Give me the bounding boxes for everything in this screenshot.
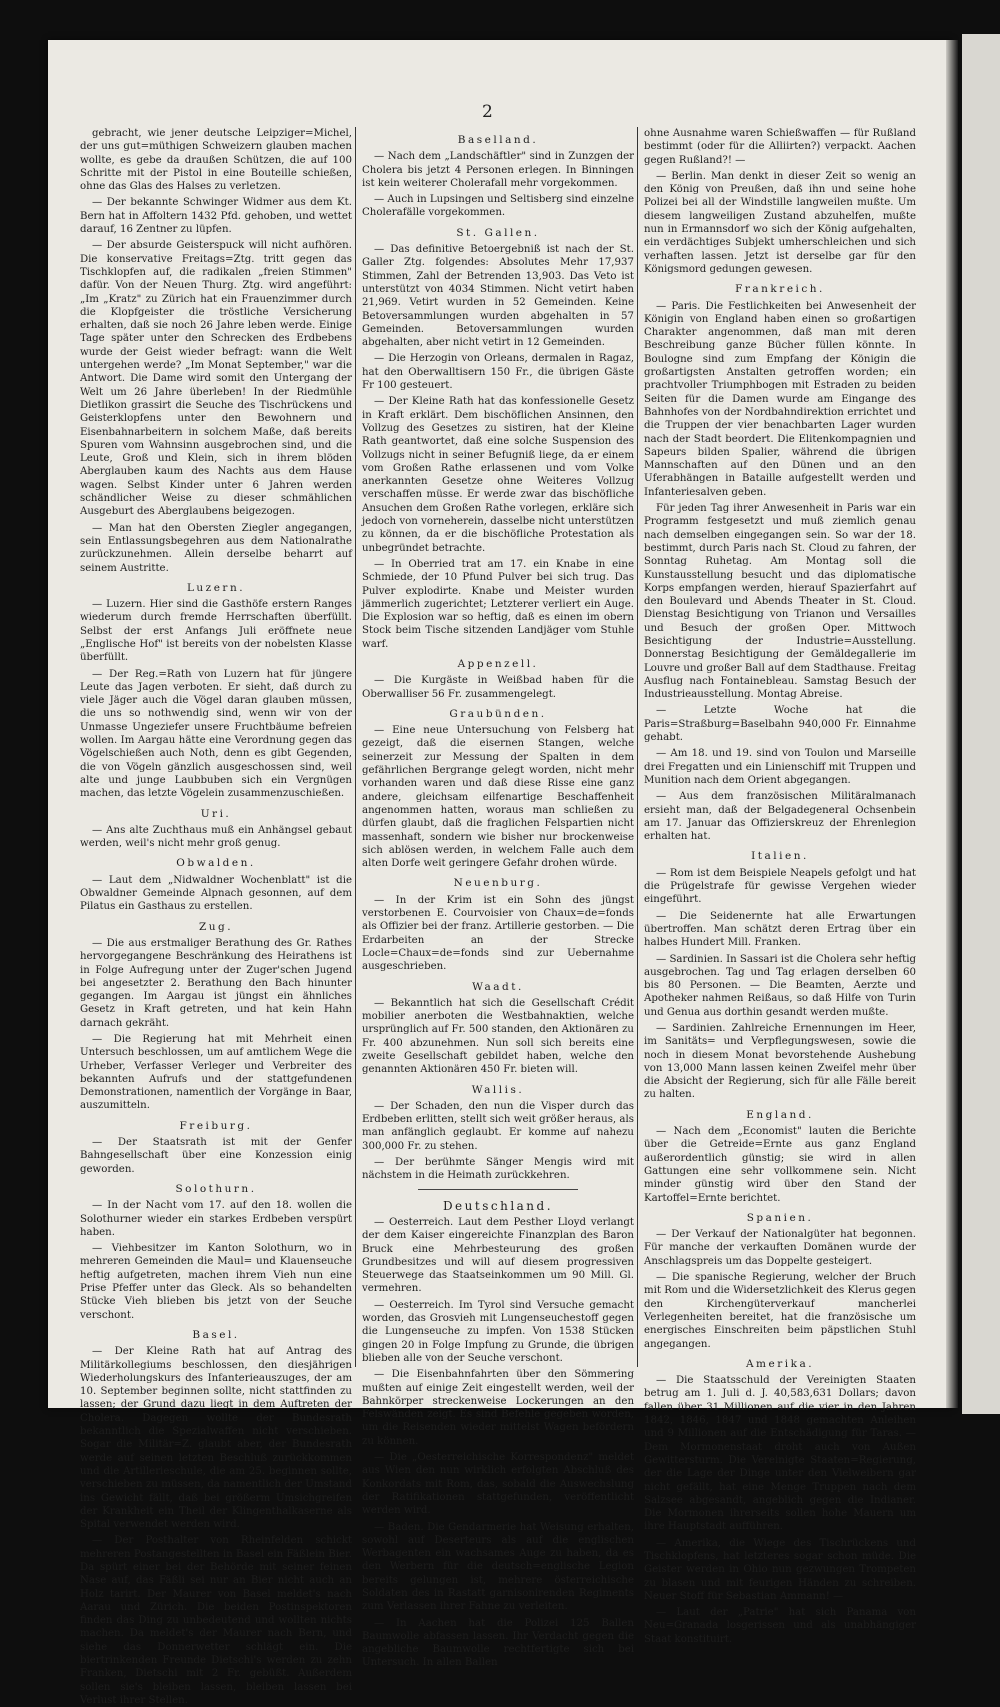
column-2 [362,127,634,1669]
news-item: — Am 18. und 19. sind von Toulon und Marseille drei Fregatten und ein Linienschiff mit Truppen und Munition nach dem Orient abgegangen. [644,748,916,786]
news-item: — In Aachen hat die Polizei 125 Ballen Baumwolle abfassen lassen. Ihr Verdacht gegen die angebliche Baumwolle rechtfertigte sich bei Untersuch. In allen Ballen [362,1617,634,1669]
column-rule [355,127,356,1367]
news-item: — Der berühmte Sänger Mengis wird mit nächstem in die Heimath zurückkehren. [362,1157,634,1182]
news-item: — Nach dem „Landschäftler" sind in Zunzgen der Cholera bis jetzt 4 Personen erlegen. In Binningen ist kein weiterer Cholerafall mehr vorgekommen. [362,151,634,189]
news-item: — Paris. Die Festlichkeiten bei Anwesenheit der Königin von England haben einen so großartigen Charakter angenommen, daß man mit deren Beschreibung ganze Bücher füllen könnte. In Boulogne sind zum Empfang der Königin die großartigsten Anstalten getroffen worden; ein prachtvoller Triumphbogen mit Estraden zu beiden Seiten für die Damen wurde am Eingange des Bahnhofes von der Nordbahndirektion errichtet und die Truppen der vier benachbarten Lager wurden nach der Stadt beordert. Die Elitenkompagnien und Sapeurs bilden Spalier, während die übrigen Mannschaften auf den Dünen und an den Uferabhängen in Bataille aufgestellt werden und Infanteriesalven geben. [644,300,916,498]
section-heading: Deutschland. [442,1198,554,1213]
section-heading: Wallis. [471,1083,525,1096]
news-item: — Der Kleine Rath hat auf Antrag des Militärkollegiums beschlossen, den diesjährigen Wiederholungskurs des Infanterieauszuges, der am 10. September beginnen sollte, nicht stattfinden zu lassen; der Grund dazu liegt in dem Auftreten der Cholera. Dagegen wollte der Bundesrath bekanntlich die Spezialwaffen nicht verschieben. Sogar die Militär=Z. glaubt aber, der Bundesrath werde auf seinen letzten Beschluß zurückkommen und die Artillerieschule, die am 25. beginnen sollte, verschieben zu müssen, da namentlich der Umstand ins Gewicht fällt, daß bei größerm Umsichgreifen der Krankheit ein Theil der Klingenthalkaserne als Spital verwendet werden wird. [80,1346,352,1531]
section-heading: Luzern. [186,581,246,594]
section-heading: Uri. [200,807,232,820]
section-heading: Zug. [198,920,234,933]
news-item: — Rom ist dem Beispiele Neapels gefolgt und hat die Prügelstrafe für gewisse Vergehen wieder eingeführt. [644,867,916,906]
news-item: — Der Kleine Rath hat das konfessionelle Gesetz in Kraft erklärt. Dem bischöflichen Ansinnen, den Vollzug des Gesetzes zu sistiren, hat der Kleine Rath geantwortet, daß eine solche Suspension des Vollzugs nicht in seiner Befugniß liege, da er einem vom Großen Rathe erlassenen und vom Volke anerkannten Gesetze ohne Weiteres Vollzug verschaffen müsse. Er werde zwar das bischöfliche Ansuchen dem Großen Rathe vorlegen, erkläre sich jedoch von vorneherein, dasselbe nicht unterstützen zu können, da er die bischöfliche Protestation als unbegründet betrachte. [362,396,634,554]
section-heading: Waadt. [472,980,524,993]
page-number: 2 [482,102,493,122]
section-heading: St. Gallen. [456,226,540,239]
news-item: — Die Regierung hat mit Mehrheit einen Untersuch beschlossen, um auf amtlichem Wege die Urheber, Verfasser Verleger und Verbreiter des bekannten Aufrufs und der stattgefundenen Demonstrationen, namentlich der Vorgänge in Baar, auszumitteln. [80,1034,352,1112]
news-item: — Der bekannte Schwinger Widmer aus dem Kt. Bern hat in Affoltern 1432 Pfd. gehoben, und wettet darauf, 16 Zentner zu lüpfen. [80,197,352,236]
news-item: — Berlin. Man denkt in dieser Zeit so wenig an den König von Preußen, daß ihn und seine hohe Polizei bei all der Windstille langweilen mußte. Um diesem langweiligen Zustand abzuhelfen, mußte nun in Ermannsdorf wo sich der König aufgehalten, ein verdächtiges Subjekt umherschleichen und sich verhaften lassen. Jetzt ist derselbe gar für den Königsmord gedungen gewesen. [644,170,916,275]
section-heading: Basel. [192,1328,240,1341]
news-item: — Der Staatsrath ist mit der Genfer Bahngesellschaft über eine Konzession einig geworden. [80,1137,352,1175]
news-item: gebracht, wie jener deutsche Leipziger=Michel, der uns gut=müthigen Schweizern glauben machen wollte, es gebe da draußen Schützen, die auf 100 Schritte mit der Pistol in eine Bouteille schießen, ohne das Glas des Halses zu verletzen. [80,128,352,193]
news-item: — Die „Oesterreichische Korrespondenz" meldet aus Wien den nun wirklich erfolgten Abschluß des Konkordats mit Rom, das, sobald die Auswechslung der Ratifikationen stattgefunden, veröffentlicht werden wird. [362,1452,634,1517]
section-heading: Appenzell. [457,657,539,670]
news-item: — Ans alte Zuchthaus muß ein Anhängsel gebaut werden, weil's nicht mehr groß genug. [80,824,352,850]
news-item: — Die aus erstmaliger Berathung des Gr. Rathes hervorgegangene Beschränkung des Heirathens ist in Folge Aufregung unter der Zuger'schen Jugend bei angesetzter 2. Berathung den Bach hinunter gegangen. Im Aargau ist jüngst ein ähnliches Gesetz in Kraft getreten, und hat kein Hahn darnach gekräht. [80,937,352,1029]
news-item: ohne Ausnahme waren Schießwaffen — für Rußland bestimmt (oder für die Alliirten?) verpackt. Aachen gegen Rußland?! — [644,128,916,166]
news-item: — In Oberried trat am 17. ein Knabe in eine Schmiede, der 10 Pfund Pulver bei sich trug. Das Pulver explodirte. Knabe und Meister wurden jämmerlich zugerichtet; Letzterer verliert ein Auge. Die Explosion war so heftig, daß es einen im obern Stock beim Tische sitzenden Landjäger vom Stuhle warf. [362,558,634,650]
section-heading: England. [746,1108,814,1121]
section-heading: Neuenburg. [453,877,543,890]
news-item: — Die Seidenernte hat alle Erwartungen übertroffen. Man schätzt deren Ertrag über ein halbes Hundert Mill. Franken. [644,910,916,949]
column-3 [644,127,916,1645]
next-page-edge [962,34,1000,1414]
section-heading: Freiburg. [179,1119,253,1132]
news-item: — Der Reg.=Rath von Luzern hat für jüngere Leute das Jagen verboten. Er sieht, daß durch zu viele Jäger auch die Vögel daran glauben müssen, die uns so nothwendig sind, wenn wir von der Unmasse Ungeziefer unsere Fruchtbäume befreien wollen. Im Aargau hätte eine Verordnung gegen das Vögelschießen auch Noth, denn es gibt Gegenden, die von Vögeln gänzlich ausgeschossen sind, weil alte und junge Laubbuben sich ein Vergnügen machen, das letzte Vögelein zusammenzuschießen. [80,668,352,800]
page-gutter-shadow [946,40,958,1408]
news-item: — Viehbesitzer im Kanton Solothurn, wo in mehreren Gemeinden die Maul= und Klauenseuche heftig aufgetreten, machen ihrem Vieh nun eine Prise Pfeffer unter das Gleck. Als so behandelten Stücke Vieh blieben bis jetzt von der Seuche verschont. [80,1243,352,1321]
news-item: — Laut der „Patrie" hat sich Panama von Neu=Granada losgerissen und als unabhängiger Staat konstituirt. [644,1607,916,1645]
news-item: — Baden. Die Gendarmerie hat Weisung erhalten, sowohl auf Deserteurs als auf die englischen Werbagenten ein wachsames Auge zu haben, da es den Werbern für die deutsch=englische Legion bereits gelungen ist, mehrere österreichische Soldaten des in Rastatt garnisonirenden Regiments zum Verlassen ihrer Fahne zu verleiten. [362,1521,634,1613]
news-item: — Die Eisenbahnfahrten über den Sömmering mußten auf einige Zeit eingestellt werden, weil der Bahnkörper streckenweise Lockerungen an den Felswänden zeigt. Es sind Befehle gegeben worden, um die Reisenden wieder mittelst Wagen befördern zu können. [362,1369,634,1447]
news-item: — Nach dem „Economist" lauten die Berichte über die Getreide=Ernte aus ganz England außerordentlich günstig; sie wird in allen Gattungen eine sehr vollkommene sein. Nicht minder günstig wird über den Stand der Kartoffel=Ernte berichtet. [644,1126,916,1204]
news-item: — In der Nacht vom 17. auf den 18. wollen die Solothurner wieder ein starkes Erdbeben verspürt haben. [80,1200,352,1238]
news-item: — Aus dem französischen Militäralmanach ersieht man, daß der Belgadegeneral Ochsenbein am 17. Januar das Offizierskreuz der Ehrenlegion erhalten hat. [644,791,916,843]
section-separator [418,1189,578,1190]
section-heading: Frankreich. [735,283,825,296]
news-item: — In der Krim ist ein Sohn des jüngst verstorbenen E. Courvoisier von Chaux=de=fonds als Offizier bei der franz. Artillerie gestorben. — Die Erdarbeiten an der Strecke Locle=Chaux=de=fonds sind zur Uebernahme ausgeschrieben. [362,894,634,973]
section-heading: Amerika. [745,1357,815,1370]
news-item: — Auch in Lupsingen und Seltisberg sind einzelne Cholerafälle vorgekommen. [362,194,634,219]
news-item: — Luzern. Hier sind die Gasthöfe erstern Ranges wiederum durch fremde Herrschaften überfüllt. Selbst der erst Anfangs Juli eröffnete neue „Englische Hof" ist bereits von der nobelsten Klasse überfüllt. [80,599,352,664]
news-item: — Man hat den Obersten Ziegler angegangen, sein Entlassungsbegehren aus dem Nationalrathe zurückzunehmen. Allein derselbe beharrt auf seinem Austritte. [80,522,352,574]
news-item: — Sardinien. In Sassari ist die Cholera sehr heftig ausgebrochen. Tag und Tag erlagen derselben 60 bis 80 Personen. — Die Beamten, Aerzte und Apotheker nahmen Reißaus, so daß Hilfe von Turin und Genua aus dorthin gesandt werden mußte. [644,953,916,1018]
news-item: Für jeden Tag ihrer Anwesenheit in Paris war ein Programm festgesetzt und muß ziemlich genau nach demselben eingegangen sein. So war der 18. bestimmt, durch Paris nach St. Cloud zu fahren, der Sonntag Ruhetag. Am Montag soll die Kunstausstellung besucht und das diplomatische Korps empfangen werden, hierauf Spazierfahrt auf den Boulevard und Abends Theater in St. Cloud. Dienstag Besichtigung von Trianon und Versailles und Besuch der großen Oper. Mittwoch Besichtigung der Industrie=Ausstellung. Donnerstag Besichtigung der Gemäldegallerie im Louvre und großer Ball auf dem Stadthause. Freitag Ausflug nach Fontainebleau. Samstag Besuch der Industrieausstellung. Montag Abreise. [644,503,916,701]
news-item: — Laut dem „Nidwaldner Wochenblatt" ist die Obwaldner Gemeinde Alpnach gesonnen, auf dem Pilatus ein Gasthaus zu erstellen. [80,874,352,913]
news-item: — Der Schaden, den nun die Visper durch das Erdbeben erlitten, stellt sich weit größer heraus, als man anfänglich geglaubt. Er komme auf nahezu 300,000 Fr. zu stehen. [362,1100,634,1152]
news-item: — Das definitive Betoergebniß ist nach der St. Galler Ztg. folgendes: Absolutes Mehr 17,937 Stimmen, Zahl der Betrenden 13,903. Das Veto ist unterstützt von 4034 Stimmen. Nicht vetirt haben 21,969. Vetirt wurden in 52 Gemeinden. Keine Betoversammlungen wurden abgehalten in 57 Gemeinden. Betoversammlungen wurden abgehalten, aber nicht vetirt in 12 Gemeinden. [362,244,634,349]
news-item: — Oesterreich. Laut dem Pesther Lloyd verlangt der dem Kaiser eingereichte Finanzplan des Baron Bruck eine Mehrbesteurung des großen Grundbesitzes und will auf diesem progressiven Steuerwege das Staatseinkommen um 90 Mill. Gl. vermehren. [362,1216,634,1295]
news-item: — Bekanntlich hat sich die Gesellschaft Crédit mobilier anerboten die Westbahnaktien, welche ursprünglich auf Fr. 500 standen, den Aktionären zu Fr. 400 abzunehmen. Nun soll sich bereits eine zweite Gesellschaft gebildet haben, welche den genannten Aktionären 450 Fr. bieten will. [362,997,634,1076]
news-item: — Der Verkauf der Nationalgüter hat begonnen. Für manche der verkauften Domänen wurde der Anschlagspreis um das Doppelte gesteigert. [644,1229,916,1267]
news-item: — Amerika, die Wiege des Tischrückens und Tischklopfens, hat letzteres sogar schon müde. Die Geister werden in Ohio nun gezwungen Trompeten zu blasen und mit feurigen Händen zu schreiben. Neuer Stoff für Sebastian Ammann! — [644,1537,916,1602]
section-heading: Graubünden. [449,707,547,720]
section-heading: Obwalden. [176,857,256,870]
news-item: — Der absurde Geisterspuck will nicht aufhören. Die konservative Freitags=Ztg. tritt gegen das Tischklopfen auf, die radikalen „freien Stimmen" dafür. Von der Neuen Thurg. Ztg. wird angeführt: „Im „Kratz" zu Zürich hat ein Frauenzimmer durch die Klopfgeister die tröstliche Versicherung erhalten, daß sie noch 26 Jahre leben werde. Einige Tage später unter den Schrecken des Erdbebens wurde der Geist wieder befragt: wann die Welt untergehen werde? „Im Monat September," war die Antwort. Die Dame wird somit den Untergang der Welt um 26 Jahre überleben! In der Riedmühle Dietlikon grassirt die Seuche des Tischrückens und Geisterklopfens unter den Bewohnern und Eisenbahnarbeitern in solchem Maße, daß bereits Spuren vom Wahnsinn ausgebrochen sind, und die Leute, Groß und Klein, sich in ihrem blöden Aberglauben kaum des Nachts aus dem Hause wagen. Selbst Kinder unter 6 Jahren werden schändlicher Weise zu dieser schmählichen Ausgeburt des Aberglaubens beigezogen. [80,240,352,518]
news-item: — Sardinien. Zahlreiche Ernennungen im Heer, im Sanitäts= und Verpflegungswesen, sowie die noch in diesem Monat bevorstehende Aushebung von 13,000 Mann lassen keinen Zweifel mehr über die Absicht der Regierung, sich für alle Fälle bereit zu halten. [644,1023,916,1101]
news-item: — Die Herzogin von Orleans, dermalen in Ragaz, hat den Oberwalltisern 150 Fr., die übrigen Gäste Fr 100 gesteuert. [362,353,634,392]
column-rule [637,127,638,1367]
news-item: — Oesterreich. Im Tyrol sind Versuche gemacht worden, das Grosvieh mit Lungenseuchestoff gegen die Lungenseuche zu impfen. Von 1538 Stücken gingen 20 in Folge Impfung zu Grunde, die übrigen blieben alle von der Seuche verschont. [362,1299,634,1364]
news-item: — Die spanische Regierung, welcher der Bruch mit Rom und die Widersetzlichkeit des Klerus gegen den Kirchengüterverkauf mancherlei Verlegenheiten bereitet, hat die französische um energisches Einschreiten beim päpstlichen Stuhl angegangen. [644,1272,916,1350]
section-heading: Solothurn. [175,1182,257,1195]
section-heading: Italien. [751,850,809,863]
section-heading: Spanien. [746,1211,814,1224]
news-item: — Die Staatsschuld der Vereinigten Staaten betrug am 1. Juli d. J. 40,583,631 Dollars; davon fallen über 31 Millionen auf die vier in den Jahren 1842, 1846, 1847 und 1848 gemachten Anleihen und 9 Millionen auf die Entschädigung für Taras. — Dem Mormonenstaat droht auch von Außen Gewittersturm. Die Vereinigte Staaten=Regierung, der die Lage der Dinge unter den Vielweibern gar nicht gefällt, hat eine Menge Truppen nach dem Salzsee abgesandt, angeblich gegen die Indianer. Die Mormonen ihrerseits sollen hohe Mauern um ihre Hauptstadt aufführen. [644,1375,916,1533]
news-item: — Eine neue Untersuchung von Felsberg hat gezeigt, daß die eisernen Stangen, welche seinerzeit zur Messung der Spalten in dem gefährlichen Bergrange gelegt worden, nicht mehr vorhanden waren und daß diese Risse eine ganz andere, gleichsam eilfenartige Beschaffenheit angenommen hatten, woraus man schließen zu dürfen glaubt, daß die fraglichen Felspartien nicht massenhaft, sondern wie bisher nur brockenweise sich ablösen werden, in welchem Falle auch dem alten Dorfe weit geringere Gefahr drohen würde. [362,725,634,870]
news-item: — Der Posthalter von Rheinfelden schickt mehreren Postangestellten in Basel ein Fäßlein Bier. Da spürt einer bei der Behörde mit seiner feinen Nase auf, das Fäßli sei nur an Bier nicht auch an Holz tarirt. Der Maurer von Basel meldet's nach Aarau und Zürich. Die beiden Postinspektoren finden das Ding zu unbedeutend und wollten nichts machen. Da meldet's der Maurer nach Bern, und siehe das Donnerwetter schlägt ein. Die biertrinkenden Freunde Dietschi's werden zu zehn Franken, Dietschi mit 2 Fr. gebüßt. Außerdem sollen sie's bleiben lassen, bleiben lassen bei Verlust ihrer Stellen. [80,1535,352,1706]
news-item: — Letzte Woche hat die Paris=Straßburg=Baselbahn 940,000 Fr. Einnahme gehabt. [644,705,916,744]
column-1 [80,127,352,1706]
news-item: — Die Kurgäste in Weißbad haben für die Oberwalliser 56 Fr. zusammengelegt. [362,675,634,700]
section-heading: Baselland. [457,134,539,146]
